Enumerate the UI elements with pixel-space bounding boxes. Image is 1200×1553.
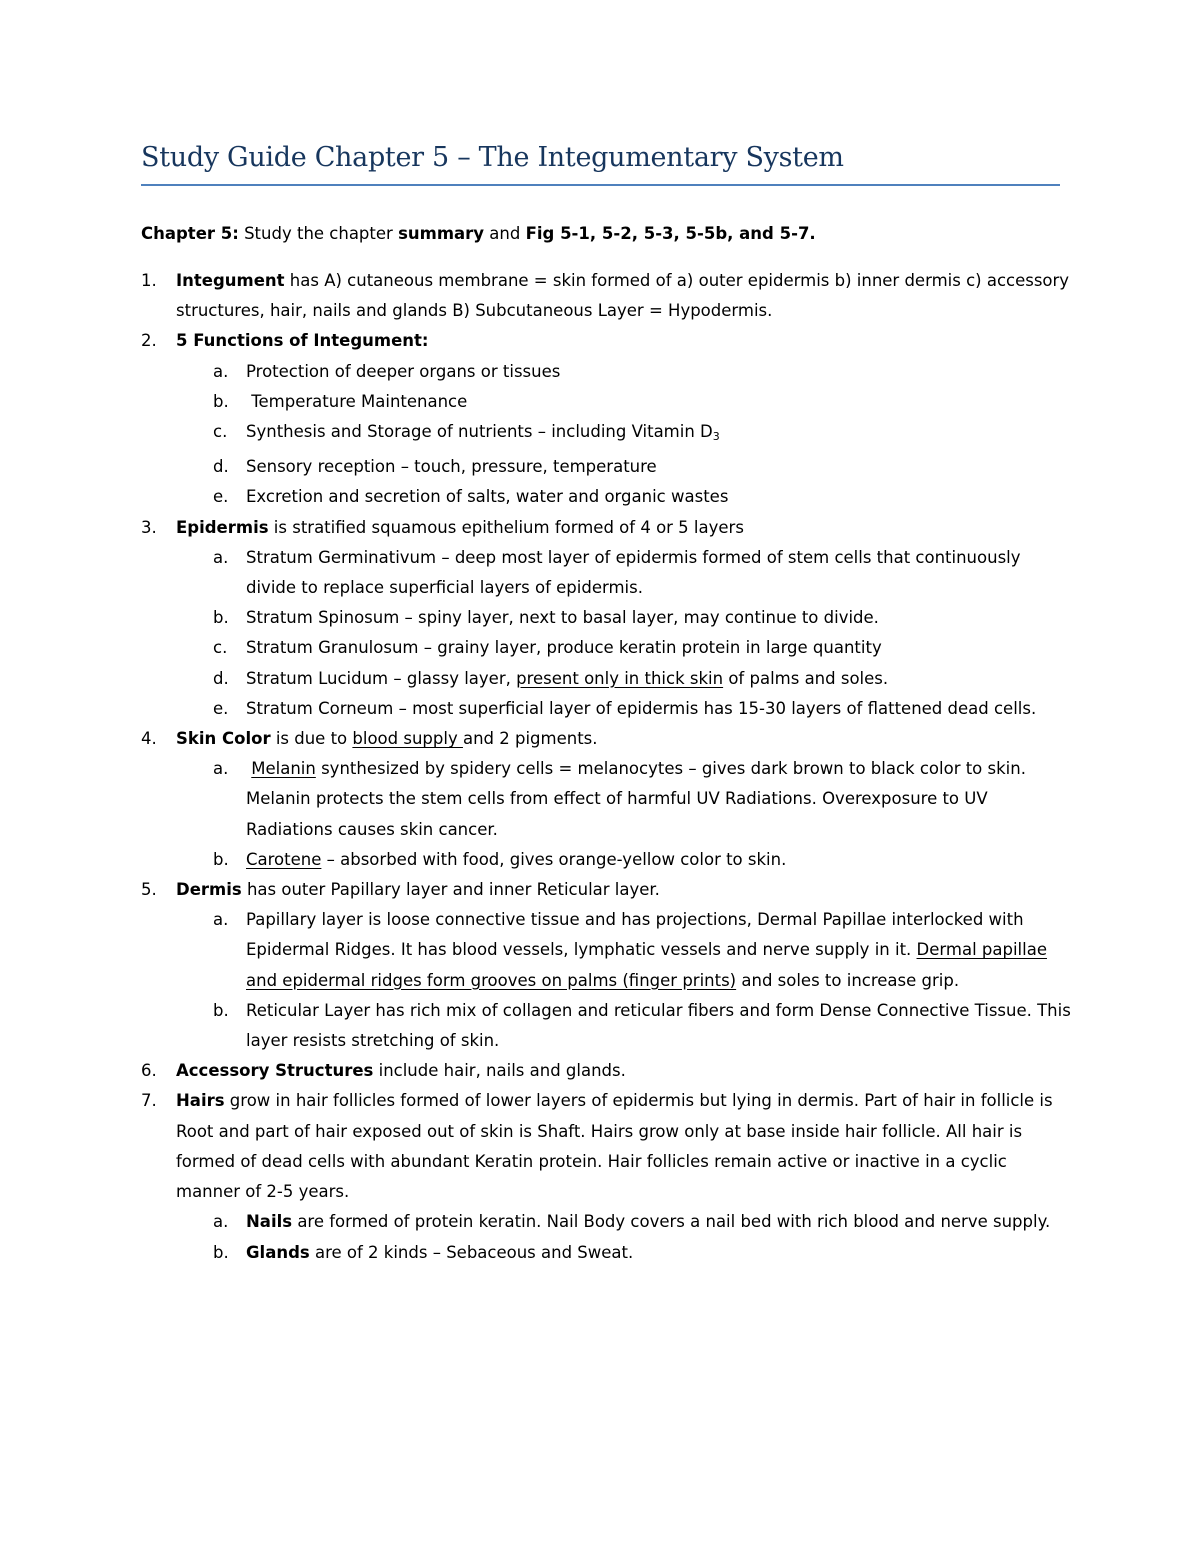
intro-chapter-label: Chapter 5: xyxy=(141,224,239,243)
item-text: is stratified squamous epithelium formed of 4 or 5 layers xyxy=(268,517,744,537)
term: Accessory Structures xyxy=(176,1061,374,1081)
sub-letter: b. xyxy=(213,1242,229,1262)
list-item-epidermis xyxy=(141,513,1071,543)
intro-summary: summary xyxy=(398,224,485,243)
sub-text: Synthesis and Storage of nutrients – including Vitamin D xyxy=(246,422,713,442)
sub-letter: b. xyxy=(213,1000,229,1020)
sub-item xyxy=(141,1207,1071,1237)
list-number: 1. xyxy=(141,271,157,290)
sub-item xyxy=(141,633,1071,663)
sub-text: are formed of protein keratin. Nail Body covers a nail bed with rich blood and nerve supply. xyxy=(292,1212,1051,1232)
sub-letter: e. xyxy=(213,487,229,507)
sub-text: Temperature Maintenance xyxy=(246,391,468,411)
list-item-functions xyxy=(141,326,1071,356)
sub-item xyxy=(141,603,1071,633)
intro-text: Study the chapter xyxy=(238,224,399,243)
term: Hairs xyxy=(176,1091,225,1111)
study-list xyxy=(141,266,1071,1268)
sub-letter: c. xyxy=(213,638,228,658)
sub-text: Reticular Layer has rich mix of collagen and reticular fibers and form Dense Connective Tissue. This layer resists stretching of skin. xyxy=(246,1000,1071,1051)
term: Dermis xyxy=(176,880,242,900)
list-number: 4. xyxy=(141,729,157,749)
sub-letter: b. xyxy=(213,391,229,411)
sub-letter: a. xyxy=(213,910,229,930)
sub-letter: d. xyxy=(213,457,229,477)
sub-item xyxy=(141,543,1071,603)
list-number: 3. xyxy=(141,517,157,537)
list-item-integument xyxy=(141,266,1071,326)
underlined-text: present only in thick skin xyxy=(516,668,724,688)
page-title: Study Guide Chapter 5 – The Integumentary System xyxy=(141,142,844,173)
list-number: 5. xyxy=(141,880,157,900)
underlined-text: blood supply xyxy=(352,729,463,749)
list-item-accessory-structures xyxy=(141,1056,1071,1086)
term: Glands xyxy=(246,1242,310,1262)
sub-text: and soles to increase grip. xyxy=(736,970,960,990)
item-text: is due to xyxy=(270,729,353,749)
sub-text: Stratum Granulosum – grainy layer, produce keratin protein in large quantity xyxy=(246,638,882,658)
sub-letter: a. xyxy=(213,759,229,779)
sub-item xyxy=(141,664,1071,694)
list-number: 6. xyxy=(141,1061,157,1081)
sub-letter: d. xyxy=(213,668,229,688)
subscript: 3 xyxy=(712,430,720,444)
term: Epidermis xyxy=(176,517,269,537)
term: Skin Color xyxy=(176,729,271,749)
sub-letter: c. xyxy=(213,422,228,442)
sub-item xyxy=(141,694,1071,724)
sub-text: Excretion and secretion of salts, water and organic wastes xyxy=(246,487,729,507)
sub-text: Stratum Germinativum – deep most layer of epidermis formed of stem cells that continuously divide to replace superficial layers of epidermis. xyxy=(246,547,1021,598)
title-underline-divider xyxy=(141,184,1060,186)
list-item-hairs xyxy=(141,1086,1071,1207)
sub-letter: a. xyxy=(213,1212,229,1232)
term: Nails xyxy=(246,1212,293,1232)
term: Integument xyxy=(176,271,285,290)
sub-item xyxy=(141,754,1071,845)
sub-text: of palms and soles. xyxy=(723,668,889,688)
underlined-text: Dermal papillae and epidermal ridges form grooves on palms (finger prints) xyxy=(246,940,1047,990)
sub-text: Stratum Spinosum – spiny layer, next to basal layer, may continue to divide. xyxy=(246,608,879,628)
sub-text: Stratum Lucidum – glassy layer, xyxy=(246,668,517,688)
item-text: has A) cutaneous membrane = skin formed of a) outer epidermis b) inner dermis c) accessory structures, hair, nails and glands B) Subcutaneous Layer = Hypodermis. xyxy=(176,271,1070,321)
sub-letter: e. xyxy=(213,698,229,718)
list-item-dermis xyxy=(141,875,1071,905)
list-number: 7. xyxy=(141,1091,157,1111)
sub-text: Protection of deeper organs or tissues xyxy=(246,361,561,381)
sub-item xyxy=(141,1238,1071,1268)
sub-item xyxy=(141,905,1071,996)
sub-item xyxy=(141,387,1071,417)
sub-letter: b. xyxy=(213,608,229,628)
underlined-text: Carotene xyxy=(246,849,322,869)
sub-letter: a. xyxy=(213,361,229,381)
sub-item xyxy=(141,482,1071,512)
sub-item xyxy=(141,357,1071,387)
sub-text: are of 2 kinds – Sebaceous and Sweat. xyxy=(309,1242,634,1262)
sub-text: – absorbed with food, gives orange-yellow color to skin. xyxy=(321,849,787,869)
item-text: has outer Papillary layer and inner Reticular layer. xyxy=(241,880,660,900)
list-number: 2. xyxy=(141,331,157,351)
item-text: include hair, nails and glands. xyxy=(373,1061,626,1081)
sub-text: Papillary layer is loose connective tissue and has projections, Dermal Papillae interlocked with Epidermal Ridges. It has blood vessels, lymphatic vessels and nerve supply in it. xyxy=(246,910,1024,960)
term: 5 Functions of Integument: xyxy=(176,331,429,351)
sub-text: synthesized by spidery cells = melanocytes – gives dark brown to black color to skin. Melanin protects the stem cells from effect of harmful UV Radiations. Overexposure to UV Radiations causes skin cancer. xyxy=(246,759,1026,839)
intro-figures: Fig 5-1, 5-2, 5-3, 5-5b, and 5-7. xyxy=(525,224,816,243)
item-text: and 2 pigments. xyxy=(462,729,598,749)
sub-text: Stratum Corneum – most superficial layer of epidermis has 15-30 layers of flattened dead cells. xyxy=(246,698,1037,718)
item-text: grow in hair follicles formed of lower layers of epidermis but lying in dermis. Part of hair in follicle is Root and part of hair exposed out of skin is Shaft. Hairs grow only at base inside hair follicle. All hair is formed of dead cells with abundant Keratin protein. Hair follicles remain active or inactive in a cyclic manner of 2-5 years. xyxy=(176,1091,1053,1202)
chapter-intro xyxy=(141,219,816,249)
underlined-text: Melanin xyxy=(251,759,316,779)
sub-letter: a. xyxy=(213,547,229,567)
sub-item xyxy=(141,417,1071,452)
sub-item xyxy=(141,996,1071,1056)
sub-text: Sensory reception – touch, pressure, temperature xyxy=(246,457,657,477)
sub-letter: b. xyxy=(213,849,229,869)
list-item-skin-color xyxy=(141,724,1071,754)
sub-item xyxy=(141,452,1071,482)
intro-text: and xyxy=(484,224,526,243)
sub-item xyxy=(141,845,1071,875)
